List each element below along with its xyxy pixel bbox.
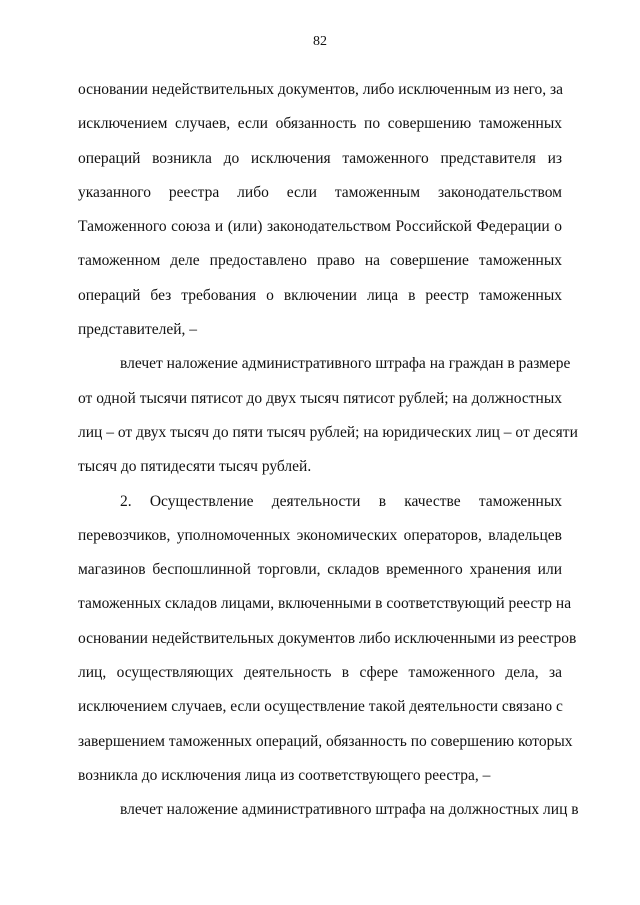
text-line: магазинов беспошлинной торговли, складов временного хранения или [78, 561, 562, 579]
text-line: лиц, осуществляющих деятельность в сфере таможенного дела, за [78, 664, 562, 682]
text-line: тысяч до пятидесяти тысяч рублей. [78, 458, 312, 476]
text-line: исключением случаев, если осуществление такой деятельности связано с [78, 698, 563, 716]
document-body [78, 73, 579, 828]
text-line: таможенных складов лицами, включенными в соответствующий реестр на [78, 595, 572, 613]
text-line: таможенном деле предоставлено право на совершение таможенных [78, 252, 562, 270]
text-line: от одной тысячи пятисот до двух тысяч пятисот рублей; на должностных [78, 389, 562, 407]
text-line: указанного реестра либо если таможенным законодательством [78, 183, 562, 201]
text-line: операций возникла до исключения таможенного представителя из [78, 149, 562, 167]
text-line: 2. Осуществление деятельности в качестве таможенных [120, 492, 562, 510]
text-line: представителей, – [78, 321, 198, 339]
text-line: операций без требования о включении лица в реестр таможенных [78, 286, 562, 304]
text-line: лиц – от двух тысяч до пяти тысяч рублей; на юридических лиц – от десяти [78, 423, 578, 441]
text-line: перевозчиков, уполномоченных экономических операторов, владельцев [78, 526, 562, 544]
text-line: Таможенного союза и (или) законодательством Российской Федерации о [78, 218, 562, 236]
text-line: возникла до исключения лица из соответствующего реестра, – [78, 766, 491, 784]
text-line: основании недействительных документов либо исключенными из реестров [78, 629, 577, 647]
text-line: влечет наложение административного штрафа на граждан в размере [120, 355, 571, 373]
text-line: завершением таможенных операций, обязанность по совершению которых [78, 732, 573, 750]
text-line: основании недействительных документов, либо исключенным из него, за [78, 81, 564, 98]
text-line: влечет наложение административного штрафа на должностных лиц в [120, 801, 579, 819]
page-number: 82 [313, 34, 327, 49]
text-line: исключением случаев, если обязанность по совершению таможенных [78, 115, 562, 133]
